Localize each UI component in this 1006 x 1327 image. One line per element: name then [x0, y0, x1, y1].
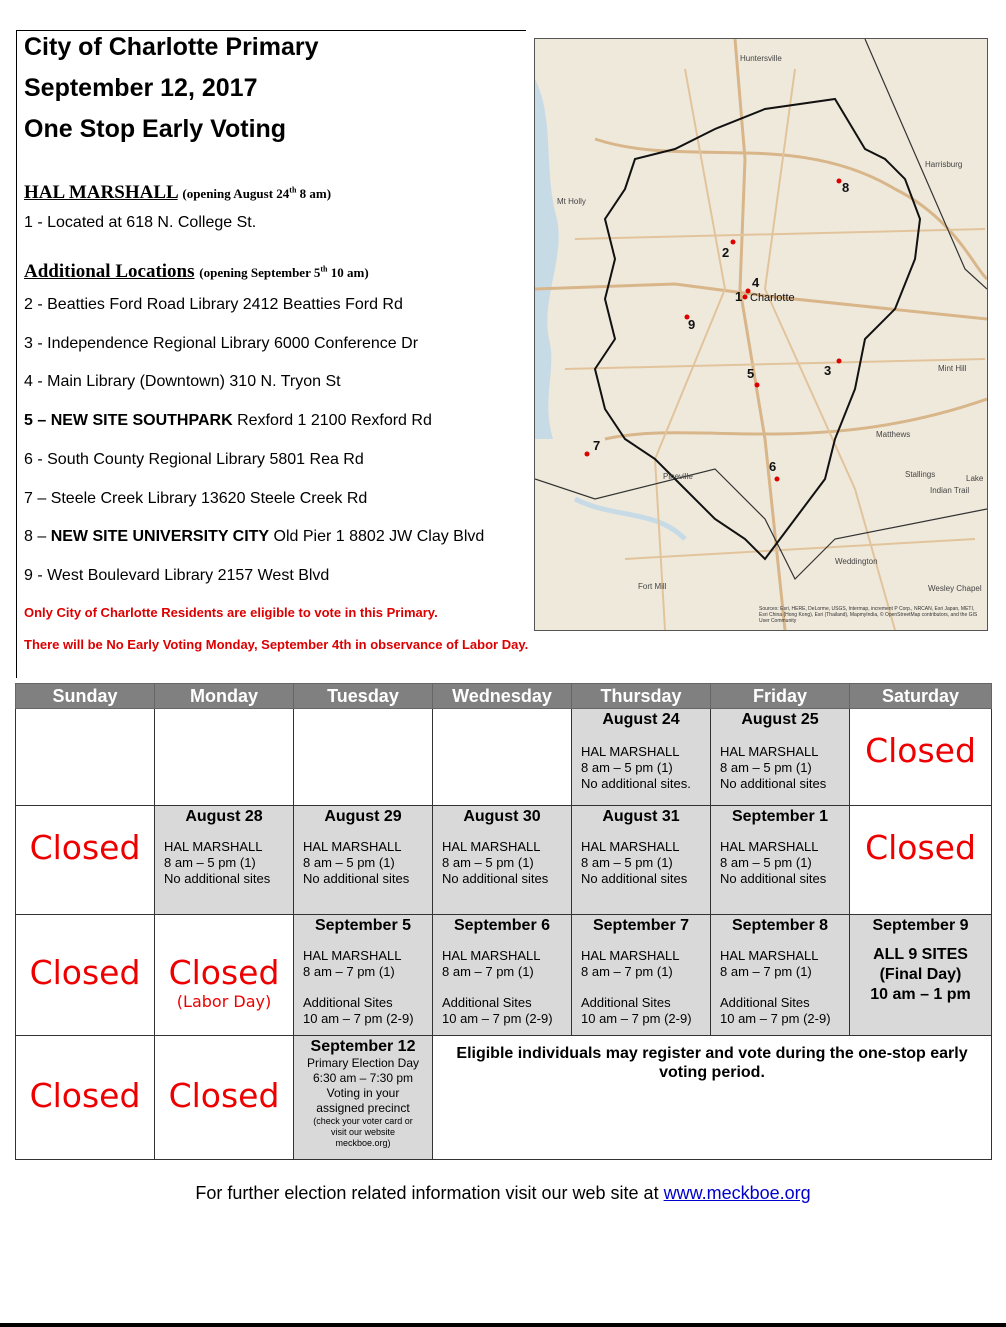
location-item-text: Rexford 1 2100 Rexford Rd — [232, 412, 432, 429]
hal-marshall-heading — [24, 182, 331, 204]
cell-site: HAL MARSHALL — [581, 839, 680, 854]
header-left-rule — [16, 30, 17, 678]
map-place-label: Fort Mill — [638, 582, 667, 591]
closed-label: Closed — [168, 953, 280, 992]
calendar-cell-sep7 — [572, 915, 711, 1036]
day-header-tuesday: Tuesday — [294, 684, 433, 709]
location-item — [24, 528, 484, 546]
calendar-cell-empty — [155, 709, 294, 806]
day-header-sunday: Sunday — [16, 684, 155, 709]
footer-text: For further election related information visit our web site at — [195, 1183, 664, 1203]
final-day-hours: 10 am – 1 pm — [870, 986, 971, 1003]
day-header-saturday: Saturday — [850, 684, 992, 709]
location-item — [24, 412, 432, 430]
map-place-label: Huntersville — [740, 54, 782, 63]
cell-hours: 8 am – 5 pm (1) — [581, 855, 673, 870]
cell-site: HAL MARSHALL — [442, 839, 541, 854]
map-credit: Sources: Esri, HERE, DeLorme, USGS, Intermap, increment P Corp., NRCAN, Esri Japan, METI, Esri China (Hong Kong), Esri (Thailand), MapmyIndia, © OpenStreetMap contributors, and the GIS User Community — [759, 606, 978, 624]
cell-note: No additional sites — [581, 871, 688, 886]
calendar-cell-labor-day — [155, 915, 294, 1036]
footer-website-link[interactable]: www.meckboe.org — [663, 1183, 811, 1203]
cell-additional: Additional Sites — [581, 995, 671, 1010]
map-site-number: 3 — [824, 363, 832, 378]
closed-label: Closed — [29, 828, 141, 867]
map-site-number: 8 — [842, 180, 850, 195]
cell-date: August 29 — [324, 808, 402, 825]
cell-hours: 8 am – 7 pm (1) — [581, 964, 673, 979]
map-place-label: Pineville — [663, 472, 693, 481]
cell-note: No additional sites — [720, 776, 827, 791]
page-subtitle-date: September 12, 2017 — [24, 74, 258, 102]
additional-opening-suffix: 10 am) — [327, 265, 369, 280]
location-item-prefix: 8 – — [24, 528, 51, 545]
calendar-week — [16, 709, 992, 806]
calendar-cell-eligibility — [433, 1036, 992, 1160]
hal-opening-suffix: 8 am) — [296, 186, 332, 201]
cell-hours: 8 am – 7 pm (1) — [442, 964, 534, 979]
calendar-cell-sep1 — [711, 806, 850, 915]
cell-site: HAL MARSHALL — [720, 744, 819, 759]
map-site-number: 5 — [747, 366, 755, 381]
calendar-cell-closed — [16, 915, 155, 1036]
map-place-label: Mint Hill — [938, 364, 967, 373]
calendar-week — [16, 806, 992, 915]
cell-note: No additional sites — [720, 871, 827, 886]
calendar-cell-aug30 — [433, 806, 572, 915]
location-item: 6 - South County Regional Library 5801 Rea Rd — [24, 451, 364, 468]
calendar-cell-aug24 — [572, 709, 711, 806]
cell-hours: 8 am – 5 pm (1) — [164, 855, 256, 870]
map-place-label: Stallings — [905, 470, 936, 479]
labor-day-label: (Labor Day) — [176, 992, 272, 1011]
calendar-cell-empty — [16, 709, 155, 806]
cell-hours: 8 am – 5 pm (1) — [303, 855, 395, 870]
cell-date: September 1 — [731, 808, 829, 825]
additional-locations-heading — [24, 261, 369, 283]
cell-site: HAL MARSHALL — [720, 839, 819, 854]
cell-date: September 8 — [731, 917, 829, 934]
calendar-cell-aug25 — [711, 709, 850, 806]
map-place-label: Weddington — [835, 557, 878, 566]
closed-label: Closed — [29, 1076, 141, 1115]
day-header-friday: Friday — [711, 684, 850, 709]
cell-date: September 9 — [872, 917, 969, 934]
location-item: 3 - Independence Regional Library 6000 Conference Dr — [24, 335, 419, 352]
map-place-label: Harrisburg — [925, 160, 963, 169]
cell-site: HAL MARSHALL — [303, 948, 402, 963]
day-header-monday: Monday — [155, 684, 294, 709]
cell-hours: 8 am – 5 pm (1) — [720, 855, 812, 870]
cell-site: HAL MARSHALL — [164, 839, 263, 854]
location-item: 4 - Main Library (Downtown) 310 N. Tryon St — [24, 373, 341, 390]
map-site-number: 7 — [593, 438, 601, 453]
cell-date: August 24 — [602, 711, 680, 728]
early-voting-map — [534, 38, 988, 631]
cell-additional: Additional Sites — [303, 995, 393, 1010]
cell-hours: 8 am – 5 pm (1) — [581, 760, 673, 775]
cell-note: No additional sites — [442, 871, 549, 886]
calendar-cell-closed — [850, 709, 992, 806]
map-site-number: 9 — [688, 317, 696, 332]
cell-additional: Additional Sites — [442, 995, 532, 1010]
calendar-cell-aug28 — [155, 806, 294, 915]
calendar-cell-closed — [16, 806, 155, 915]
final-day-label: (Final Day) — [879, 966, 962, 983]
closed-label: Closed — [865, 731, 976, 770]
map-site-number: 6 — [769, 459, 777, 474]
calendar-cell-aug29 — [294, 806, 433, 915]
calendar-cell-empty — [433, 709, 572, 806]
location-item: 2 - Beatties Ford Road Library 2412 Beatties Ford Rd — [24, 296, 403, 313]
cell-date: August 28 — [185, 808, 263, 825]
calendar-cell-empty — [294, 709, 433, 806]
map-place-label: Lake — [966, 474, 984, 483]
calendar-cell-sep9 — [850, 915, 992, 1036]
cell-date: September 12 — [310, 1038, 416, 1055]
cell-site: HAL MARSHALL — [442, 948, 541, 963]
calendar-week — [16, 1036, 992, 1160]
calendar-cell-sep5 — [294, 915, 433, 1036]
election-day-note: Voting in your — [326, 1086, 400, 1100]
calendar-cell-sep8 — [711, 915, 850, 1036]
map-site-number: 2 — [722, 245, 730, 260]
page-subtitle: One Stop Early Voting — [24, 115, 287, 143]
cell-date: August 25 — [741, 711, 819, 728]
hal-opening-sup: th — [289, 185, 297, 195]
labor-day-notice: There will be No Early Voting Monday, September 4th in observance of Labor Day. — [24, 637, 529, 652]
day-header-wednesday: Wednesday — [433, 684, 572, 709]
cell-date: September 6 — [453, 917, 551, 934]
early-voting-calendar — [15, 683, 992, 1160]
cell-site: HAL MARSHALL — [581, 948, 680, 963]
calendar-cell-closed — [155, 1036, 294, 1160]
map-place-label: Matthews — [876, 430, 911, 439]
footer — [0, 1183, 1006, 1204]
cell-date: September 5 — [314, 917, 412, 934]
cell-site: HAL MARSHALL — [303, 839, 402, 854]
location-item: 7 – Steele Creek Library 13620 Steele Creek Rd — [24, 490, 368, 507]
calendar-cell-aug31 — [572, 806, 711, 915]
additional-opening-text: (opening September 5 — [199, 265, 321, 280]
cell-date: August 31 — [602, 808, 680, 825]
page-title: City of Charlotte Primary — [24, 33, 319, 61]
map-place-label: Indian Trail — [930, 486, 970, 495]
map-place-label: Mt Holly — [557, 197, 586, 206]
additional-opening-sup: th — [320, 264, 328, 274]
closed-label: Closed — [865, 828, 976, 867]
header-top-rule — [16, 30, 526, 31]
cell-note: No additional sites — [303, 871, 410, 886]
election-day-small-note: (check your voter card or — [313, 1116, 413, 1126]
hal-opening-text: (opening August 24 — [182, 186, 290, 201]
cell-additional-hours: 10 am – 7 pm (2-9) — [442, 1011, 553, 1026]
location-item: 9 - West Boulevard Library 2157 West Blvd — [24, 567, 330, 584]
cell-additional-hours: 10 am – 7 pm (2-9) — [303, 1011, 414, 1026]
cell-additional: Additional Sites — [720, 995, 810, 1010]
calendar-cell-closed — [850, 806, 992, 915]
eligibility-note: Eligible individuals may register and vote during the one-stop early voting period. — [456, 1045, 968, 1081]
closed-label: Closed — [29, 953, 141, 992]
map-site-number: 1 — [735, 289, 743, 304]
election-day-note: assigned precinct — [316, 1101, 410, 1115]
location-item-bold: 5 – NEW SITE SOUTHPARK — [24, 412, 233, 429]
election-day-hours: 6:30 am – 7:30 pm — [312, 1071, 414, 1085]
location-item-bold: NEW SITE UNIVERSITY CITY — [50, 528, 270, 545]
cell-hours: 8 am – 7 pm (1) — [720, 964, 812, 979]
calendar-cell-sep6 — [433, 915, 572, 1036]
final-day-sites: ALL 9 SITES — [873, 946, 968, 963]
hal-location: 1 - Located at 618 N. College St. — [24, 214, 257, 231]
map-site-number: 4 — [752, 275, 760, 290]
cell-hours: 8 am – 7 pm (1) — [303, 964, 395, 979]
cell-site: HAL MARSHALL — [581, 744, 680, 759]
day-header-thursday: Thursday — [572, 684, 711, 709]
election-day-small-note: meckboe.org) — [335, 1138, 391, 1148]
bottom-rule — [0, 1323, 1006, 1327]
cell-date: August 30 — [463, 808, 541, 825]
calendar-header-row — [16, 684, 992, 709]
cell-hours: 8 am – 5 pm (1) — [442, 855, 534, 870]
cell-additional-hours: 10 am – 7 pm (2-9) — [720, 1011, 831, 1026]
cell-note: No additional sites. — [581, 776, 691, 791]
location-item-text: Old Pier 1 8802 JW Clay Blvd — [269, 528, 485, 545]
calendar-cell-election-day — [294, 1036, 433, 1160]
calendar-week — [16, 915, 992, 1036]
cell-note: No additional sites — [164, 871, 271, 886]
residents-notice: Only City of Charlotte Residents are eligible to vote in this Primary. — [24, 605, 438, 620]
closed-label: Closed — [168, 1076, 280, 1115]
cell-hours: 8 am – 5 pm (1) — [720, 760, 812, 775]
election-day-small-note: visit our website — [330, 1127, 396, 1137]
map-graphic — [535, 39, 987, 630]
cell-additional-hours: 10 am – 7 pm (2-9) — [581, 1011, 692, 1026]
cell-date: September 7 — [592, 917, 690, 934]
calendar-cell-closed — [16, 1036, 155, 1160]
election-day-label: Primary Election Day — [306, 1056, 420, 1070]
map-place-label: Wesley Chapel — [928, 584, 982, 593]
map-city-label: Charlotte — [750, 292, 795, 304]
additional-heading-text: Additional Locations — [24, 261, 195, 282]
cell-site: HAL MARSHALL — [720, 948, 819, 963]
hal-heading-text: HAL MARSHALL — [24, 182, 178, 203]
